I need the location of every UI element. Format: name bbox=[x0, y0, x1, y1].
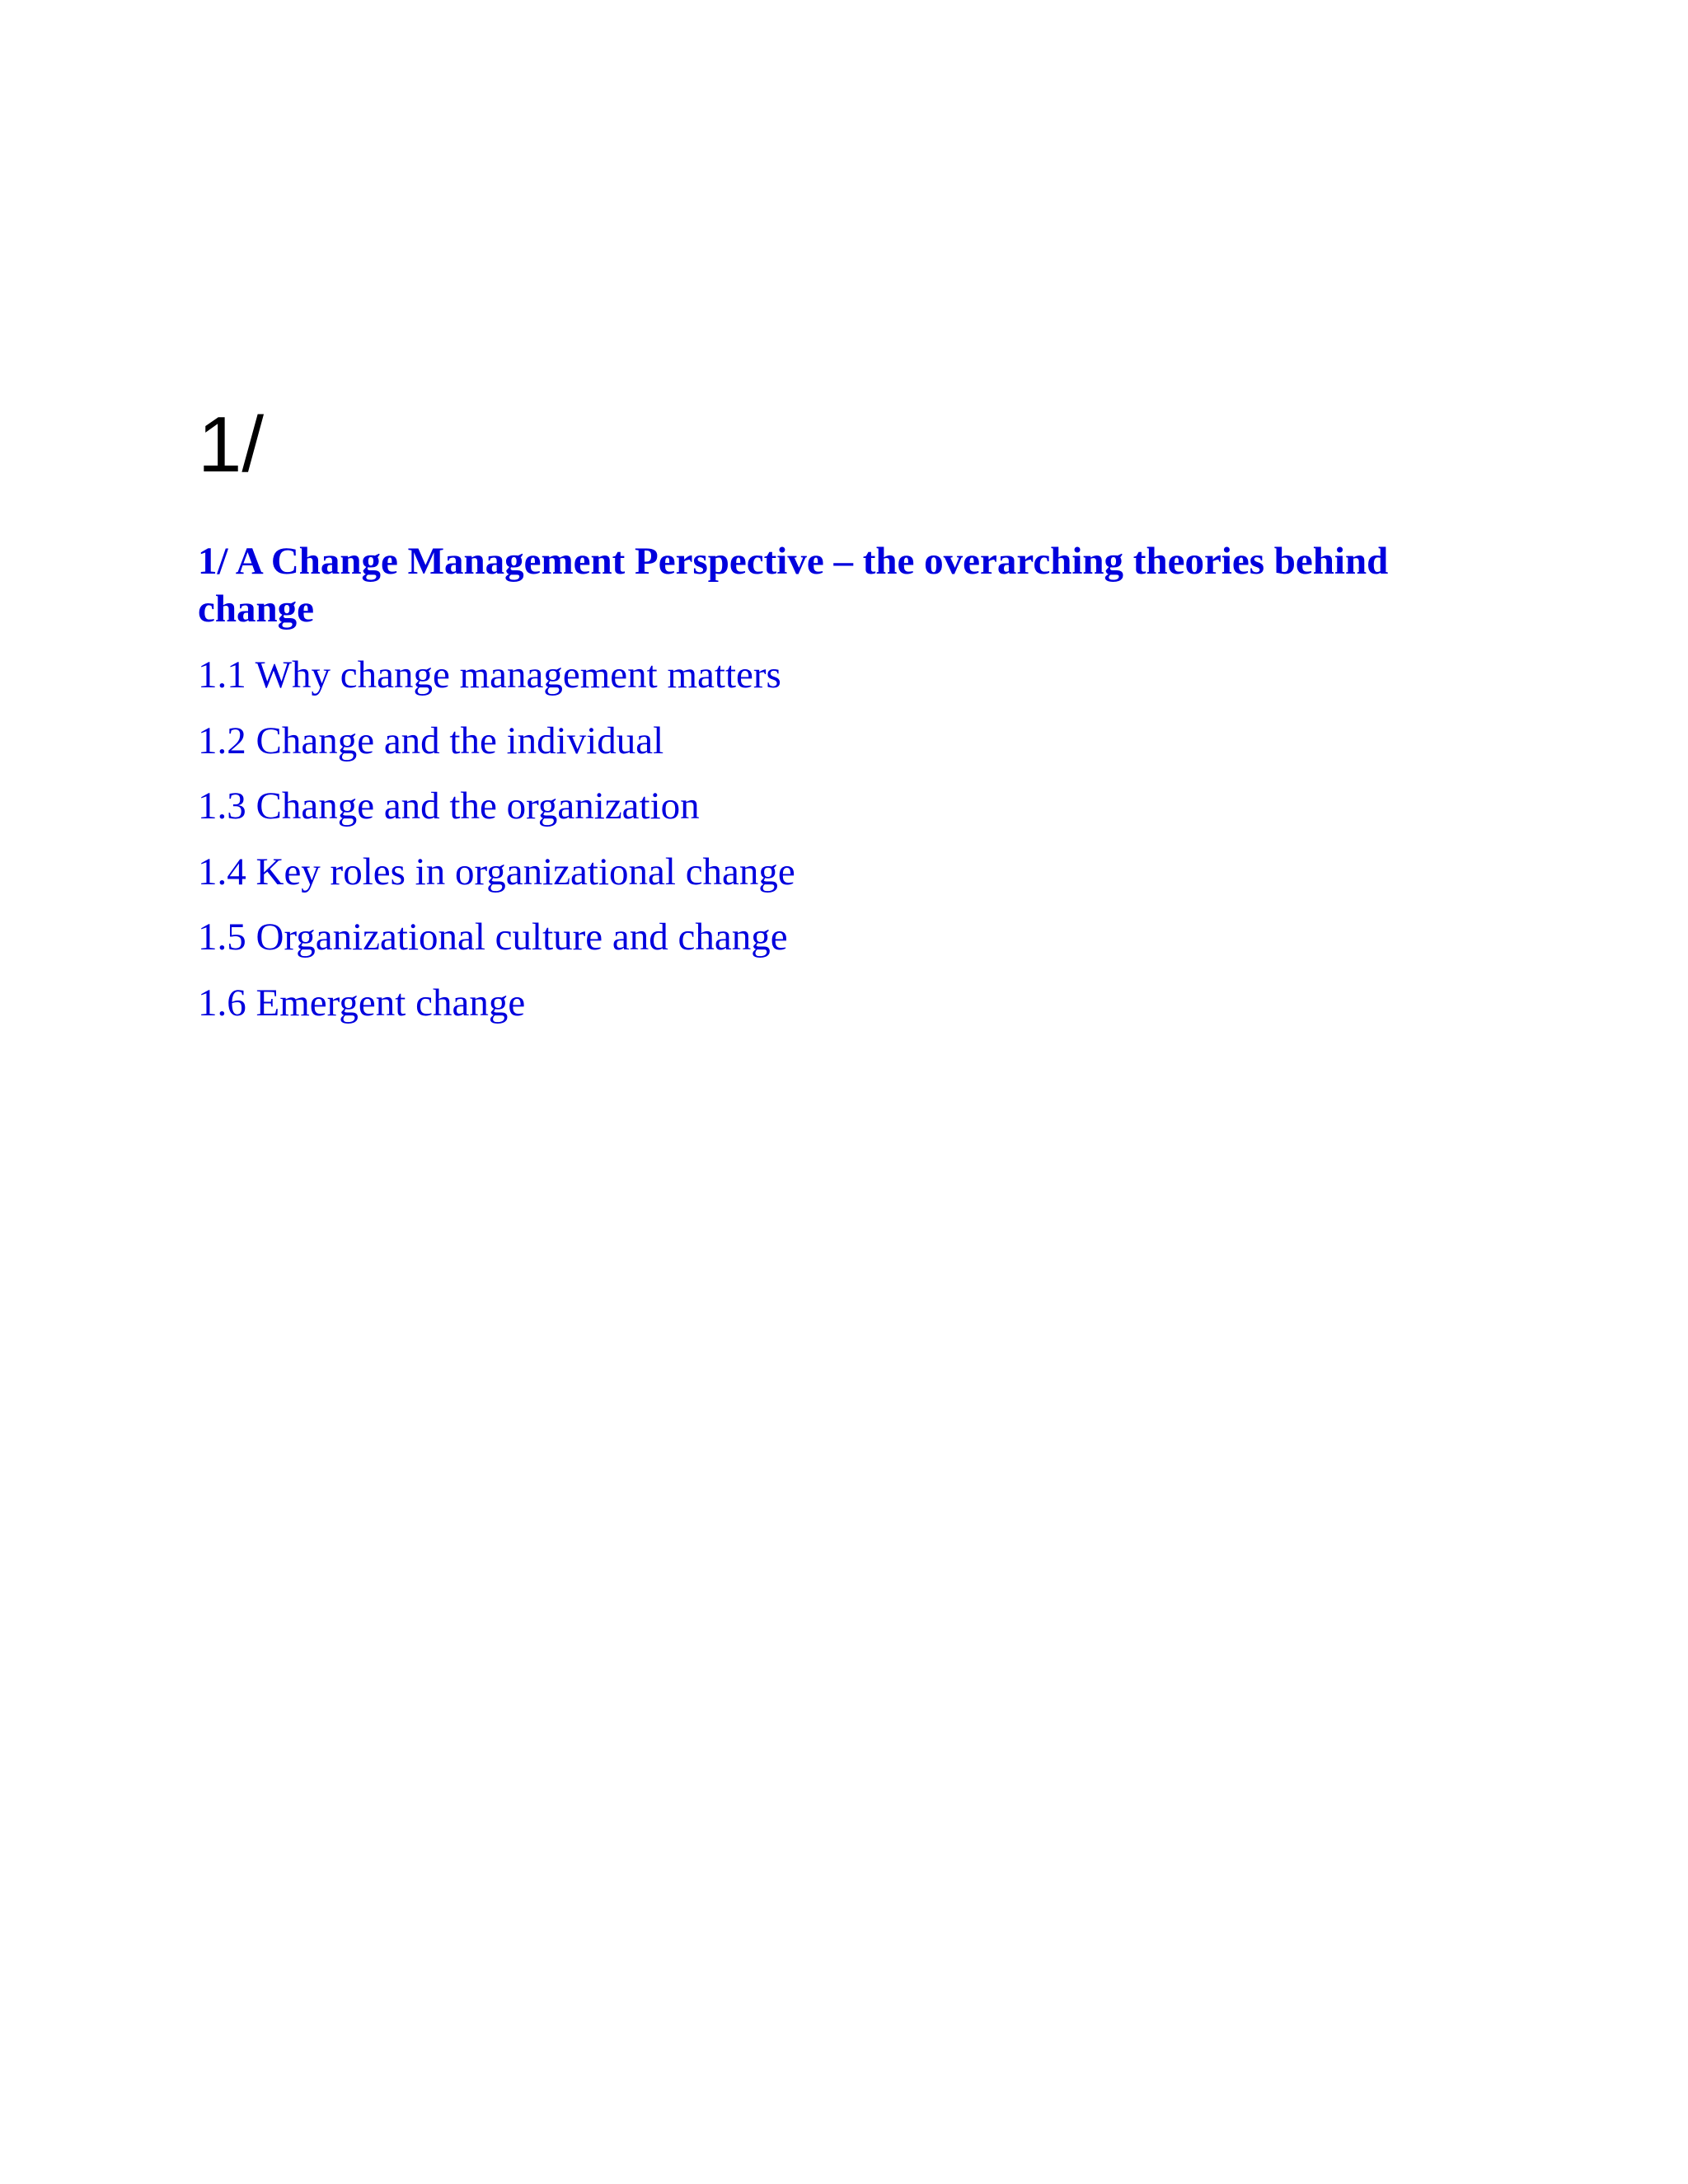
toc-item bbox=[198, 782, 795, 848]
toc-item bbox=[198, 979, 795, 1045]
toc-item bbox=[198, 913, 795, 979]
toc-link-1-6[interactable]: 1.6 Emergent change bbox=[198, 981, 526, 1024]
table-of-contents bbox=[198, 651, 795, 1044]
toc-item bbox=[198, 848, 795, 914]
toc-item bbox=[198, 717, 795, 783]
toc-link-1-3[interactable]: 1.3 Change and the organization bbox=[198, 785, 700, 827]
toc-link-1-1[interactable]: 1.1 Why change management matters bbox=[198, 654, 781, 696]
toc-link-1-2[interactable]: 1.2 Change and the individual bbox=[198, 719, 664, 762]
chapter-title-link[interactable]: 1/ A Change Management Perspective – the overarching theories behind change bbox=[198, 540, 1389, 630]
toc-item bbox=[198, 651, 795, 717]
toc-link-1-4[interactable]: 1.4 Key roles in organizational change bbox=[198, 850, 795, 893]
chapter-number: 1/ bbox=[198, 401, 265, 489]
toc-link-1-5[interactable]: 1.5 Organizational culture and change bbox=[198, 916, 788, 958]
